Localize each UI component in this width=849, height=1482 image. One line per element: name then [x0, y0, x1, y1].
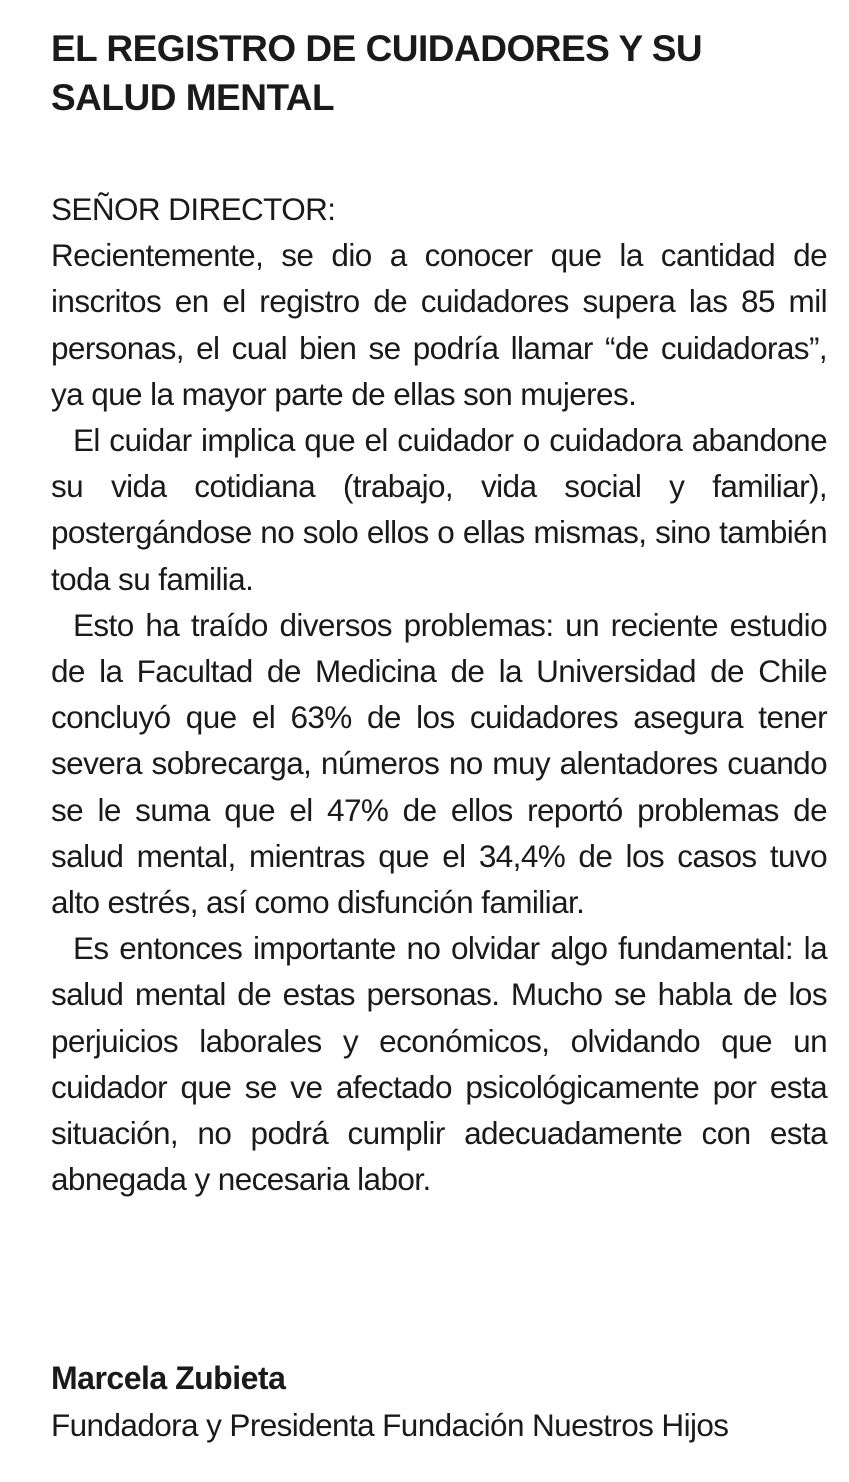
paragraph-2: El cuidar implica que el cuidador o cuidadora abandone su vida cotidiana (trabajo, vida social y familiar), postergándose no solo ellos o ellas mismas, sino también toda su familia. [51, 422, 827, 597]
author-title: Fundadora y Presidenta Fundación Nuestros Hijos [51, 1407, 729, 1443]
paragraph-1: Recientemente, se dio a conocer que la cantidad de inscritos en el registro de cuidadores supera las 85 mil personas, el cual bien se podría llamar “de cuidadoras”, ya que la mayor parte de ellas son mujeres. [51, 237, 827, 412]
signature-block [51, 1355, 827, 1449]
author-name: Marcela Zubieta [51, 1360, 286, 1396]
salutation: SEÑOR DIRECTOR: [51, 191, 336, 227]
letter-body [51, 186, 827, 1202]
headline: EL REGISTRO DE CUIDADORES Y SU SALUD MENTAL [51, 28, 703, 118]
paragraph-3: Esto ha traído diversos problemas: un reciente estudio de la Facultad de Medicina de la Universidad de Chile concluyó que el 63% de los cuidadores asegura tener severa sobrecarga, números no muy alentadores cuando se le suma que el 47% de ellos reportó problemas de salud mental, mientras que el 34,4% de los casos tuvo alto estrés, así como disfunción familiar. [51, 606, 827, 921]
letter-article [51, 24, 827, 1202]
paragraph-4: Es entonces importante no olvidar algo fundamental: la salud mental de estas personas. Mucho se habla de los perjuicios laborales y económicos, olvidando que un cuidador que se ve afectado psicológicamente por esta situación, no podrá cumplir adecuadamente con esta abnegada y necesaria labor. [51, 930, 827, 1198]
